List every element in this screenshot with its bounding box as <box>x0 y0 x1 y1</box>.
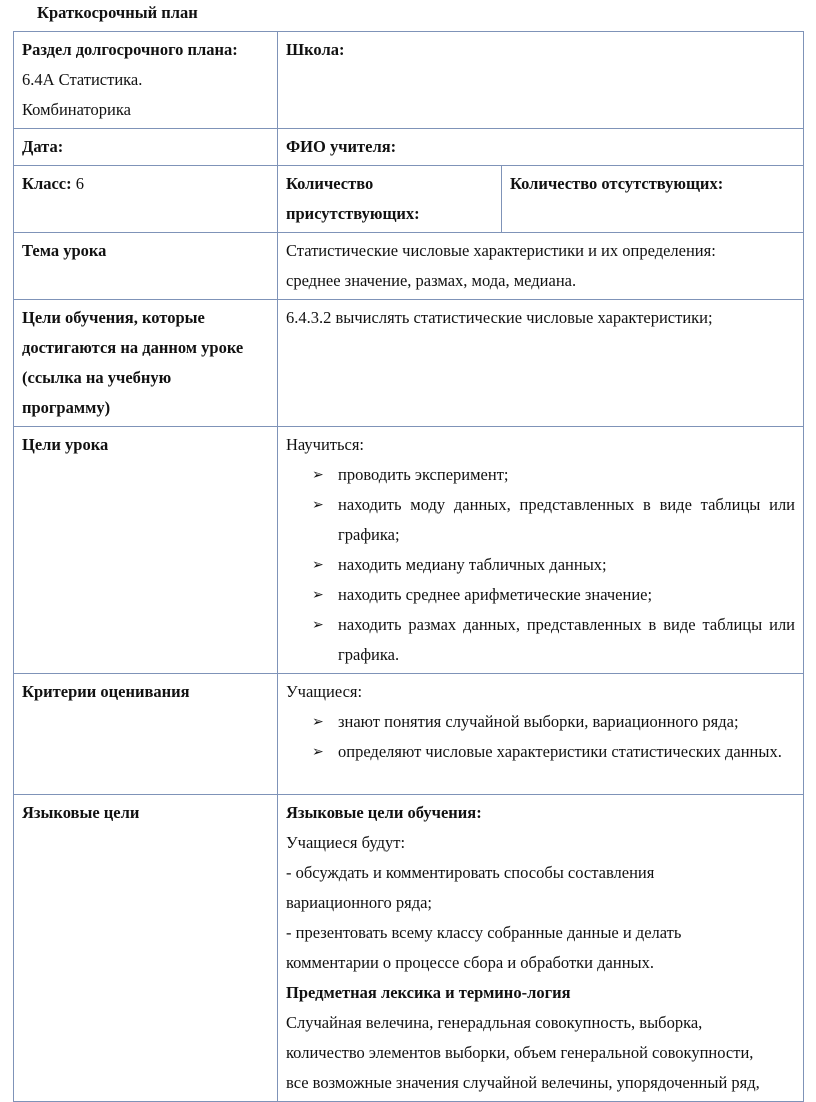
list-item: ➢ проводить эксперимент; <box>312 460 795 490</box>
arrowhead-bullet-icon: ➢ <box>312 467 324 483</box>
list-item: ➢ находить моду данных, представленных в виде таблицы или графика; <box>312 490 795 550</box>
topic-value-cell <box>278 233 804 300</box>
class-cell <box>14 166 278 233</box>
language-line2b: комментарии о процессе сбора и обработки данных. <box>286 953 654 972</box>
language-line1b: вариационного ряда; <box>286 893 432 912</box>
lesson-goals-list <box>286 460 795 670</box>
page-title: Краткосрочный план <box>37 3 198 22</box>
lesson-goals-value-cell <box>278 427 804 674</box>
arrowhead-bullet-icon: ➢ <box>312 557 324 573</box>
section-label: Раздел долгосрочного плана: <box>22 40 238 59</box>
criteria-label-cell <box>14 674 278 795</box>
present-label-1: Количество <box>286 174 374 193</box>
list-item: ➢ находить медиану табличных данных; <box>312 550 795 580</box>
learning-goals-label-1: Цели обучения, которые <box>22 308 205 327</box>
lesson-plan-table <box>13 31 804 1102</box>
language-label: Языковые цели <box>22 803 140 822</box>
list-item: ➢ знают понятия случайной выборки, вариационного ряда; <box>312 707 795 737</box>
language-intro: Учащиеся будут: <box>286 833 406 852</box>
school-label: Школа: <box>286 40 345 59</box>
section-value-line1: 6.4А Статистика. <box>22 70 143 89</box>
absent-cell <box>502 166 804 233</box>
list-item: ➢ находить размах данных, представленных в виде таблицы или графика. <box>312 610 795 670</box>
row-topic <box>14 233 804 300</box>
arrowhead-bullet-icon: ➢ <box>312 587 324 603</box>
absent-label: Количество отсутствующих: <box>510 174 724 193</box>
language-line2a: - презентовать всему классу собранные данные и делать <box>286 923 682 942</box>
learning-goals-label-3: (ссылка на учебную <box>22 368 172 387</box>
row-lesson-goals <box>14 427 804 674</box>
present-label-2: присутствующих: <box>286 204 420 223</box>
row-class <box>14 166 804 233</box>
row-section <box>14 32 804 129</box>
section-cell <box>14 32 278 129</box>
language-label-cell <box>14 795 278 1102</box>
date-cell <box>14 129 278 166</box>
language-heading: Языковые цели обучения: <box>286 803 482 822</box>
learning-goals-value-cell <box>278 300 804 427</box>
learning-goals-label-4: программу) <box>22 398 111 417</box>
arrowhead-bullet-icon: ➢ <box>312 714 324 730</box>
learning-goals-label-2: достигаются на данном уроке <box>22 338 244 357</box>
class-value: 6 <box>75 174 84 193</box>
arrowhead-bullet-icon: ➢ <box>312 617 324 633</box>
topic-label: Тема урока <box>22 241 107 260</box>
row-date <box>14 129 804 166</box>
section-value-line2: Комбинаторика <box>22 100 131 119</box>
topic-label-cell <box>14 233 278 300</box>
language-value-cell <box>278 795 804 1102</box>
teacher-label: ФИО учителя: <box>286 137 397 156</box>
lesson-goals-intro: Научиться: <box>286 435 365 454</box>
learning-goals-value: 6.4.3.2 вычислять статистические числовые характеристики; <box>286 308 713 327</box>
criteria-label: Критерии оценивания <box>22 682 190 701</box>
teacher-cell <box>278 129 804 166</box>
criteria-intro: Учащиеся: <box>286 682 363 701</box>
arrowhead-bullet-icon: ➢ <box>312 497 324 513</box>
criteria-list <box>286 707 795 767</box>
lesson-goals-label-cell <box>14 427 278 674</box>
row-language <box>14 795 804 1102</box>
topic-line1: Статистические числовые характеристики и их определения: <box>286 241 716 260</box>
vocab-line1: Случайная велечина, генерадльная совокупность, выборка, <box>286 1013 703 1032</box>
arrowhead-bullet-icon: ➢ <box>312 744 324 760</box>
row-criteria <box>14 674 804 795</box>
date-label: Дата: <box>22 137 64 156</box>
lesson-goals-label: Цели урока <box>22 435 109 454</box>
vocab-line3: все возможные значения случайной велечины, упорядоченный ряд, <box>286 1073 760 1092</box>
list-item: ➢ находить среднее арифметические значение; <box>312 580 795 610</box>
list-item: ➢ определяют числовые характеристики статистических данных. <box>312 737 795 767</box>
learning-goals-label-cell <box>14 300 278 427</box>
row-learning-goals <box>14 300 804 427</box>
school-cell <box>278 32 804 129</box>
topic-line2: среднее значение, размах, мода, медиана. <box>286 271 577 290</box>
vocab-line2: количество элементов выборки, объем генеральной совокупности, <box>286 1043 754 1062</box>
class-label: Класс: <box>22 174 72 193</box>
vocab-heading: Предметная лексика и термино-логия <box>286 983 571 1002</box>
language-line1a: - обсуждать и комментировать способы составления <box>286 863 655 882</box>
present-cell <box>278 166 502 233</box>
criteria-value-cell <box>278 674 804 795</box>
